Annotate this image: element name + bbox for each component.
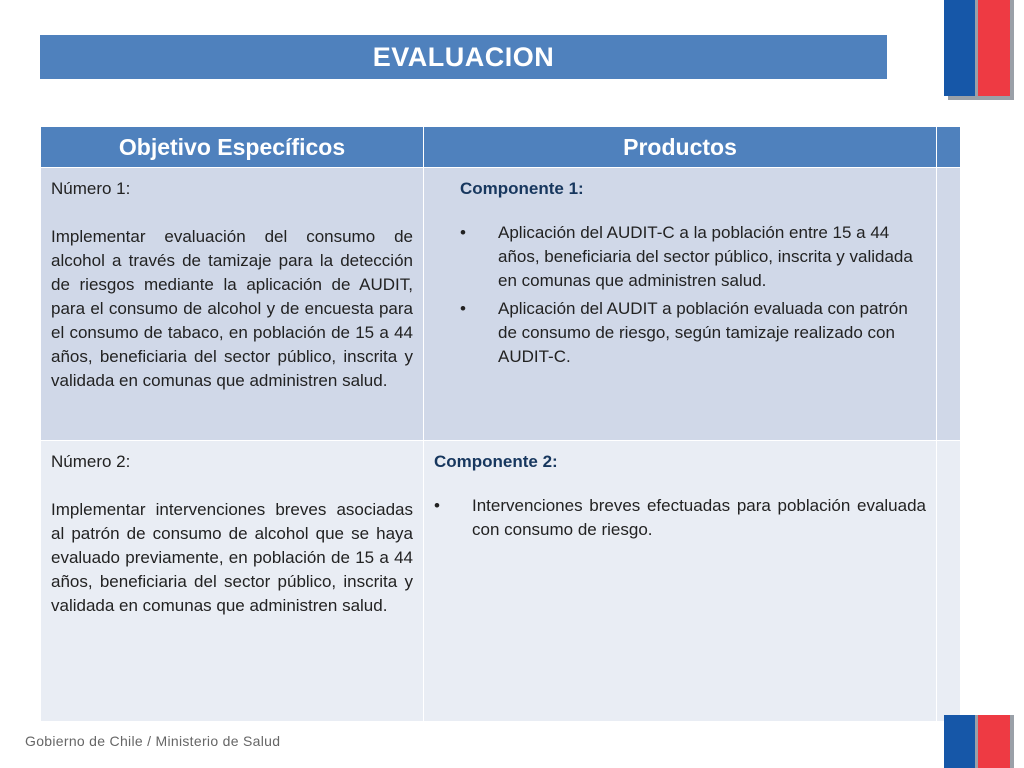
list-item: • Intervenciones breves efectuadas para población evaluada con consumo de riesgo. (434, 496, 926, 539)
component-title: Componente 2: (434, 452, 558, 471)
product-cell (424, 441, 937, 722)
chile-flag-logo (944, 0, 1014, 100)
footer-text: Gobierno de Chile / Ministerio de Salud (25, 733, 281, 749)
list-item: • Aplicación del AUDIT a población evaluada con patrón de consumo de riesgo, según tamizaje realizado con AUDIT-C. (460, 299, 908, 366)
bullet-icon: • (460, 299, 466, 318)
objective-number: Número 1: (51, 179, 131, 198)
bullet-icon: • (460, 223, 466, 242)
spacer-cell (937, 441, 961, 722)
header-spacer (937, 127, 961, 168)
product-list (460, 221, 916, 369)
chile-flag-logo-bottom (944, 715, 1014, 768)
objective-cell (41, 441, 424, 722)
table-row (41, 168, 961, 441)
objective-cell (41, 168, 424, 441)
bullet-icon: • (434, 496, 440, 515)
component-title: Componente 1: (460, 179, 584, 198)
objective-description: Implementar intervenciones breves asociadas al patrón de consumo de alcohol que se haya evaluado previamente, en población de 15 a 44 años, beneficiaria del sector público, inscrita y validada en comunas que administren salud. (51, 500, 413, 615)
product-cell (424, 168, 937, 441)
spacer-cell (937, 168, 961, 441)
evaluation-table (40, 126, 961, 722)
product-list (434, 494, 926, 542)
header-products: Productos (424, 127, 937, 168)
objective-description: Implementar evaluación del consumo de alcohol a través de tamizaje para la detección de riesgos mediante la aplicación de AUDIT, para el consumo de alcohol y de encuesta para el consumo de tabaco, en población de 15 a 44 años, beneficiaria del sector público, inscrita y validada en comunas que administren salud. (51, 227, 413, 390)
table-header-row (41, 127, 961, 168)
header-objectives: Objetivo Específicos (41, 127, 424, 168)
page-title: EVALUACION (40, 35, 887, 79)
list-item: • Aplicación del AUDIT-C a la población entre 15 a 44 años, beneficiaria del sector público, inscrita y validada en comunas que administren salud. (460, 223, 913, 290)
table-row (41, 441, 961, 722)
objective-number: Número 2: (51, 452, 131, 471)
